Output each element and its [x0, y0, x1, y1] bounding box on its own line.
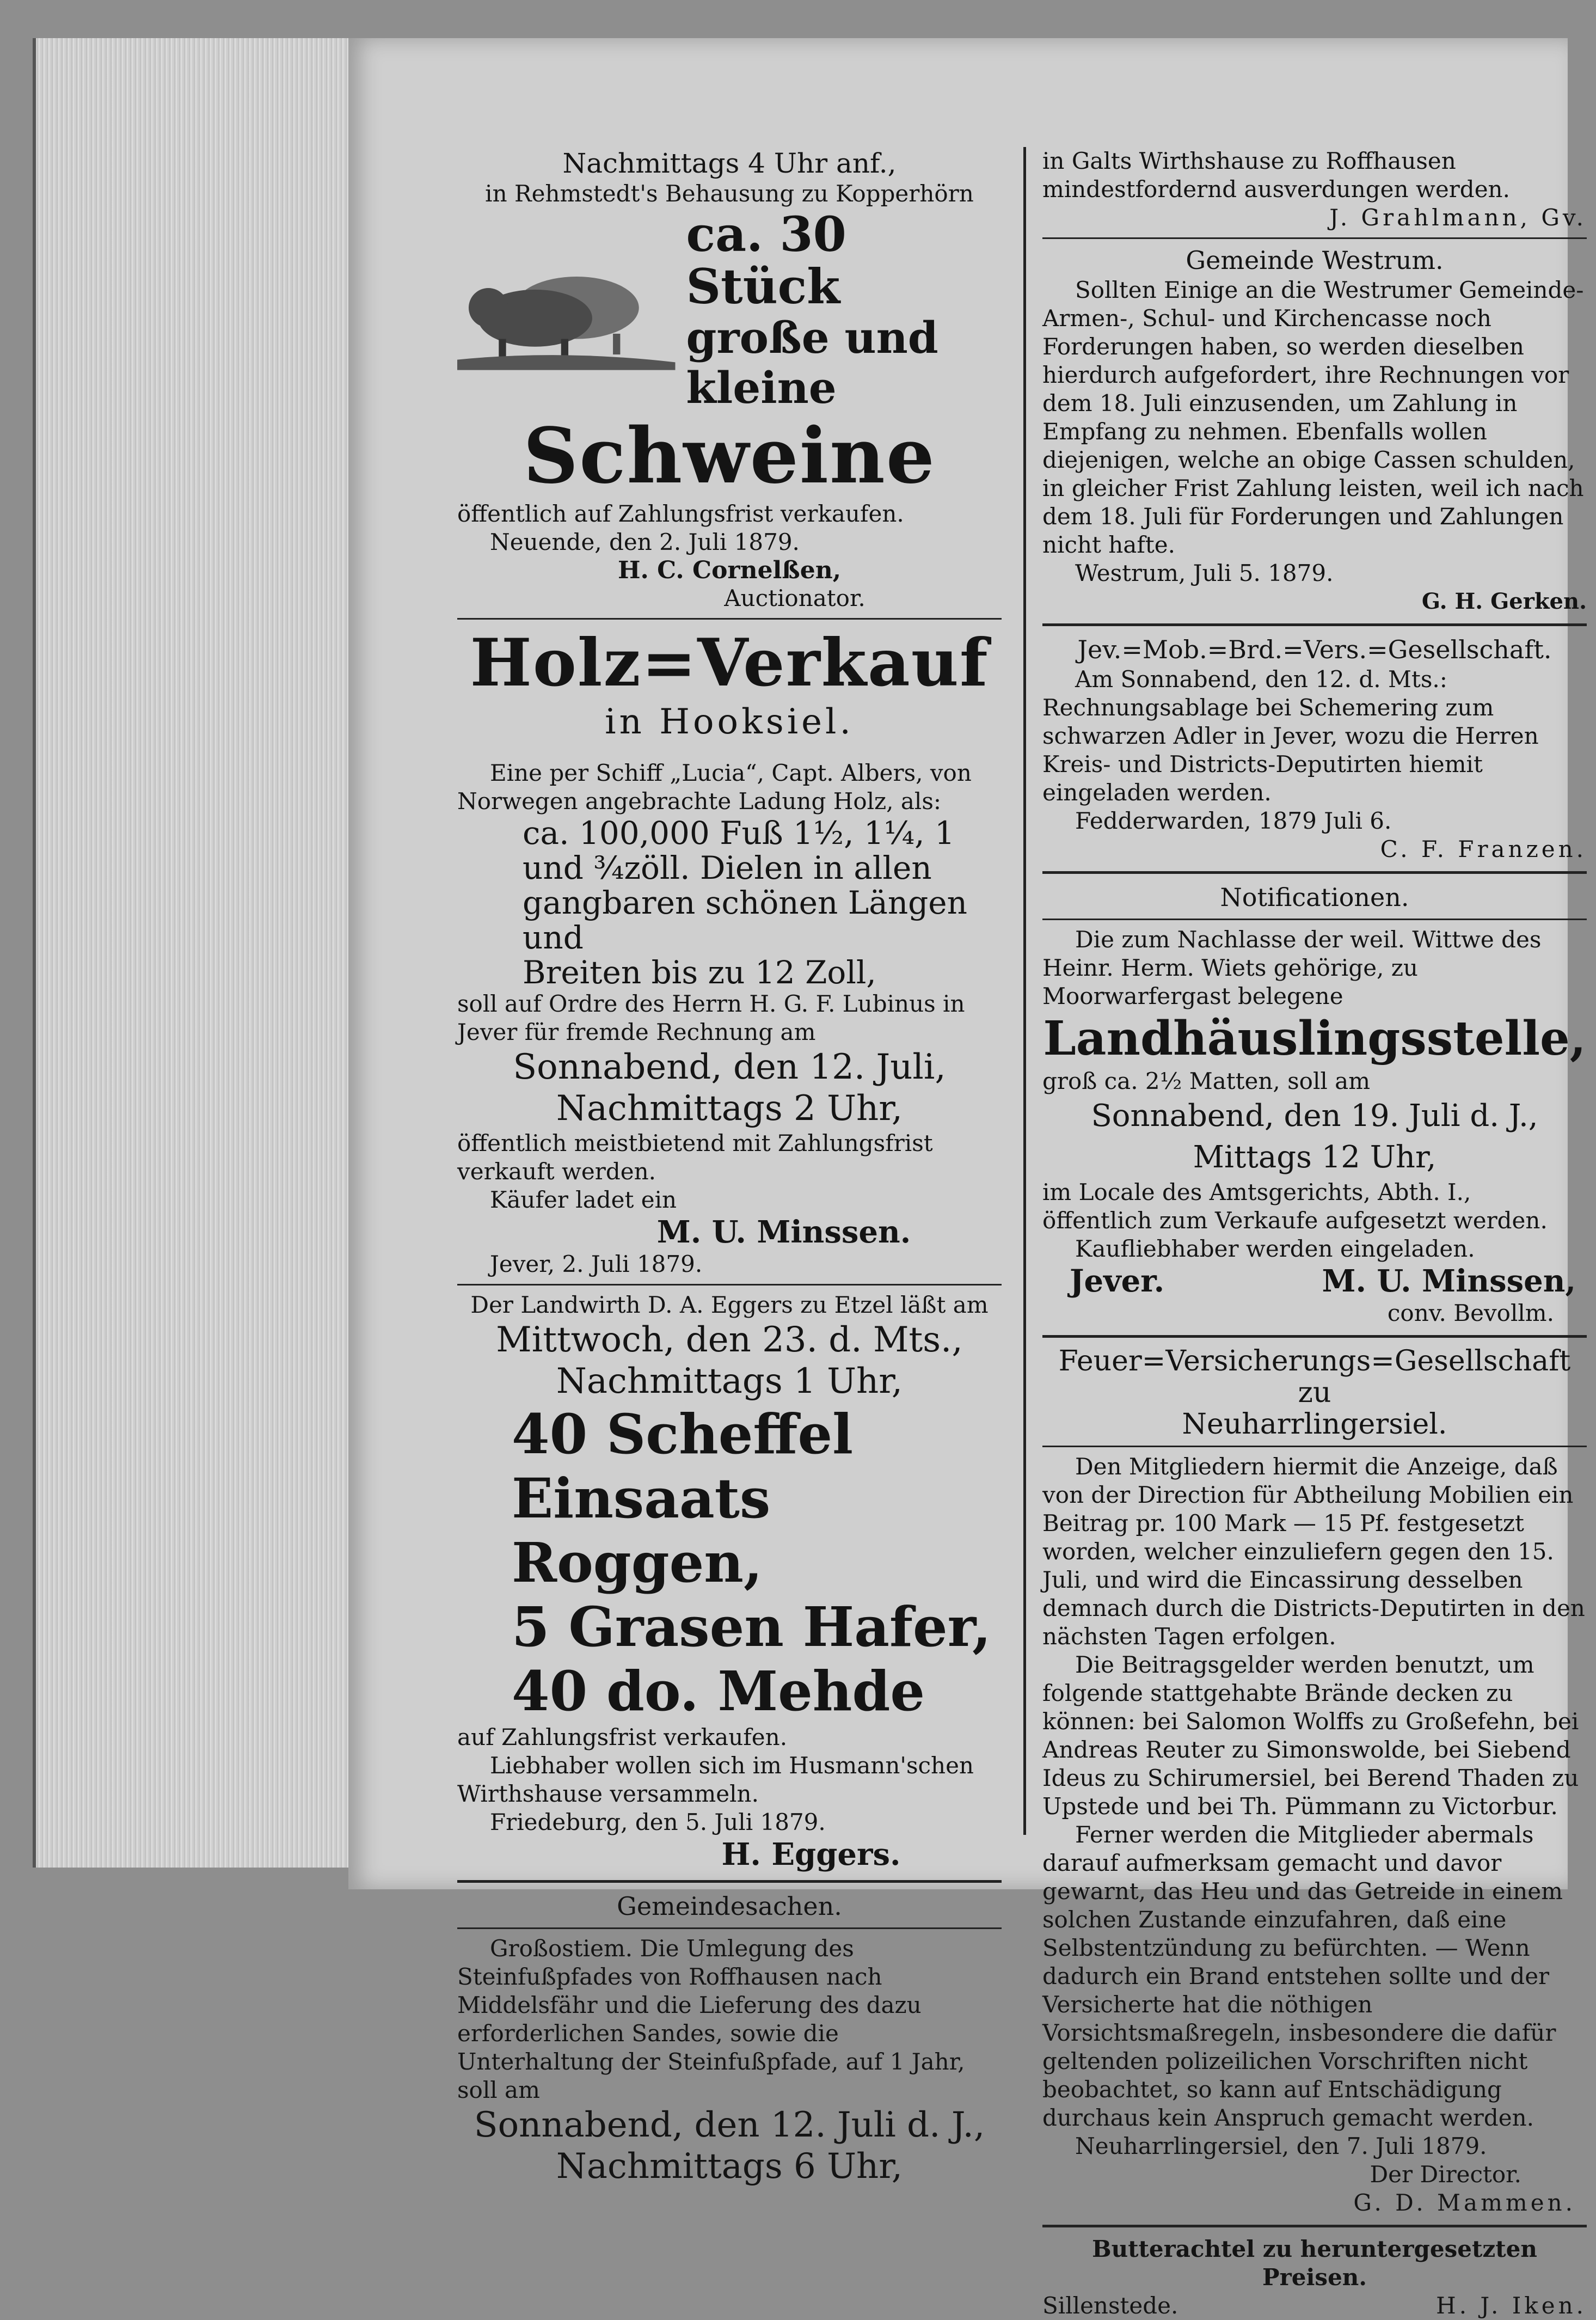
ad-pigs-place: Neuende, den 2. Juli 1879. [490, 529, 800, 555]
notice-butter-signature: H. J. Iken. [1436, 2292, 1587, 2319]
notice-notifications [1042, 882, 1587, 1327]
ad-pigs-time: Nachmittags 4 Uhr anf., [562, 148, 897, 179]
ad-pigs-location: in Rehmstedt's Behausung zu Kopperhörn [485, 180, 974, 207]
ad-grain-item-4: 40 do. Mehde [512, 1659, 925, 1723]
ad-pigs-headline: Schweine [523, 412, 936, 501]
ad-community-text: Großostiem. Die Umlegung des Steinfußpfades von Roffhausen nach Middelsfähr und die Lieferung des dazu erforderlichen Sandes, sowie die Unterhaltung der Steinfußpfade, auf 1 Jahr, soll am [457, 1935, 965, 2103]
notice-notifications-signature: M. U. Minssen, [1322, 1263, 1576, 1299]
pig-illustration-icon [457, 248, 676, 373]
divider [1042, 871, 1587, 874]
ad-wood-order: soll auf Ordre des Herrn H. G. F. Lubinus in Jever für fremde Rechnung am [457, 990, 965, 1045]
divider [1042, 1335, 1587, 1338]
notice-fire-insurance-place: Neuharrlingersiel, den 7. Juli 1879. [1075, 2133, 1487, 2159]
notice-insurance-jever-text: Am Sonnabend, den 12. d. Mts.: Rechnungsablage bei Schemering zum schwarzen Adler in Jever, wozu die Herren Kreis- und Districts-Deputirten hiemit eingeladen werden. [1042, 666, 1539, 806]
ad-wood-item-4: Breiten bis zu 12 Zoll, [523, 954, 876, 991]
notice-notifications-signature-row [1042, 1263, 1587, 1299]
ad-wood-intro: Eine per Schiff „Lucia“, Capt. Albers, von Norwegen angebrachte Ladung Holz, als: [457, 760, 972, 815]
notice-notifications-signature-role: conv. Bevollm. [1387, 1300, 1554, 1326]
ad-wood-sale: öffentlich meistbietend mit Zahlungsfrist verkauft werden. [457, 1130, 933, 1185]
right-column [1023, 147, 1587, 2319]
ad-grain-item-3: 5 Grasen Hafer, [512, 1595, 991, 1659]
notice-fire-insurance-signature-title: Der Director. [1370, 2161, 1521, 2188]
notice-roffhausen [1042, 147, 1587, 232]
ad-pigs-count: ca. 30 Stück [686, 206, 846, 315]
divider [1042, 1446, 1587, 1447]
ad-grain-signature: H. Eggers. [721, 1837, 901, 1872]
ad-grain [457, 1291, 1002, 1872]
notice-notifications-intro: Die zum Nachlasse der weil. Wittwe des Heinr. Herm. Wiets gehörige, zu Moorwarfergast belegene [1042, 926, 1542, 1009]
ad-pigs-size-1: große und [686, 312, 938, 363]
ad-wood-invite: Käufer ladet ein [490, 1186, 677, 1213]
notice-notifications-headline: Landhäuslingsstelle, [1043, 1011, 1586, 1066]
ad-grain-date: Mittwoch, den 23. d. Mts., [496, 1320, 963, 1360]
ad-wood-item-3: gangbaren schönen Längen und [523, 884, 967, 956]
book-page-edges [33, 38, 368, 1868]
ad-grain-item-2: Roggen, [512, 1531, 763, 1595]
notice-fire-insurance-text-1: Den Mitgliedern hiermit die Anzeige, daß von der Direction für Abtheilung Mobilien ein Beitrag pr. 100 Mark — 15 Pf. festgesetzt worden, welcher einzuliefern gegen den 15. Juli, und wird die Eincassirung desselben demnach durch die Districts-Deputirten in den nächsten Tagen erfolgen. [1042, 1453, 1585, 1650]
notice-notifications-size: groß ca. 2½ Matten, soll am [1042, 1068, 1371, 1094]
divider [457, 618, 1002, 620]
divider [457, 1284, 1002, 1286]
ad-wood-item-2: und ¾zöll. Dielen in allen [523, 849, 932, 886]
notice-fire-insurance-text-3: Ferner werden die Mitglieder abermals darauf aufmerksam gemacht und davor gewarnt, das Heu und das Getreide in einem solchen Zustande einzufahren, daß eine Selbstentzündung zu befürchten. — Wenn dadurch ein Brand entstehen sollte und der Versicherte hat die nöthigen Vorsichtsmaßregeln, insbesondere die dafür geltenden polizeilichen Vorschriften nicht beobachtet, so kann auf Entschädigung durchaus kein Anspruch gemacht werden. [1042, 1821, 1563, 2131]
newspaper-page [348, 38, 1587, 2319]
notice-notifications-heading: Notificationen. [1220, 883, 1409, 912]
notice-butter [1042, 2235, 1587, 2320]
ad-grain-invite: Liebhaber wollen sich im Husmann'schen Wirthshause versammeln. [457, 1752, 974, 1807]
notice-butter-signature-row [1042, 2292, 1587, 2320]
divider [1042, 919, 1587, 920]
ad-wood-item-1: ca. 100,000 Fuß 1½, 1¼, 1 [523, 815, 955, 852]
ad-pigs-text: öffentlich auf Zahlungsfrist verkaufen. [457, 500, 904, 527]
notice-westrum-signature: G. H. Gerken. [1421, 589, 1587, 614]
ad-wood-time: Nachmittags 2 Uhr, [556, 1088, 903, 1129]
notice-fire-insurance [1042, 1345, 1587, 2217]
ad-pigs-size-2: kleine [686, 362, 837, 413]
notice-notifications-location: im Locale des Amtsgerichts, Abth. I., öffentlich zum Verkaufe aufgesetzt werden. [1042, 1179, 1548, 1234]
notice-insurance-jever-signature: C. F. Franzen. [1380, 836, 1587, 862]
notice-westrum [1042, 244, 1587, 616]
divider [457, 1927, 1002, 1929]
ad-wood-subtitle: in Hooksiel. [605, 702, 854, 742]
notice-notifications-place: Jever. [1070, 1263, 1165, 1299]
notice-fire-insurance-signature: G. D. Mammen. [1353, 2189, 1576, 2216]
notice-roffhausen-text: in Galts Wirthshause zu Roffhausen mindestfordernd ausverdungen werden. [1042, 148, 1510, 203]
notice-roffhausen-signature: J. Grahlmann, Gv. [1329, 204, 1587, 231]
notice-butter-text: Butterachtel zu heruntergesetzten Preisen. [1092, 2236, 1537, 2291]
ad-community [457, 1890, 1002, 2187]
notice-notifications-invite: Kaufliebhaber werden eingeladen. [1075, 1235, 1475, 1262]
notice-insurance-jever [1042, 634, 1587, 864]
notice-westrum-place: Westrum, Juli 5. 1879. [1075, 560, 1334, 586]
notice-notifications-time: Mittags 12 Uhr, [1193, 1140, 1437, 1175]
notice-fire-insurance-heading-2: Neuharrlingersiel. [1182, 1408, 1447, 1441]
notice-fire-insurance-text-2: Die Beitragsgelder werden benutzt, um folgende stattgehabte Brände decken zu können: bei Salomon Wolffs zu Großefehn, bei Andreas Reuter zu Simonswolde, bei Siebend Ideus zu Schirumersiel, bei Berend Thaden zu Upstede und bei Th. Pümmann zu Victorbur. [1042, 1651, 1579, 1820]
ad-community-time: Nachmittags 6 Uhr, [556, 2146, 903, 2187]
notice-insurance-jever-heading: Jev.=Mob.=Brd.=Vers.=Gesellschaft. [1077, 635, 1552, 664]
notice-westrum-heading: Gemeinde Westrum. [1186, 246, 1444, 275]
ad-wood-date: Sonnabend, den 12. Juli, [513, 1047, 946, 1087]
ad-community-heading: Gemeindesachen. [617, 1891, 842, 1921]
notice-butter-place: Sillenstede. [1042, 2292, 1178, 2319]
divider [457, 1880, 1002, 1883]
divider [1042, 237, 1587, 239]
ad-pigs-signature: H. C. Cornelßen, [617, 556, 842, 584]
ad-grain-item-1: 40 Scheffel Einsaats [512, 1402, 854, 1531]
ad-pigs-header [457, 208, 1002, 413]
notice-fire-insurance-heading-1: Feuer=Versicherungs=Gesellschaft zu [1058, 1345, 1571, 1409]
ad-grain-time: Nachmittags 1 Uhr, [556, 1361, 903, 1401]
ad-grain-sale: auf Zahlungsfrist verkaufen. [457, 1724, 788, 1750]
ad-pigs-signature-role: Auctionator. [724, 585, 865, 611]
notice-westrum-text: Sollten Einige an die Westrumer Gemeinde-Armen-, Schul- und Kirchencasse noch Forderungen haben, so werden dieselben hierdurch aufgefordert, ihre Rechnungen vor dem 18. Juli einzusenden, um Zahlung in Empfang zu nehmen. Ebenfalls wollen diejenigen, welche an obige Cassen schulden, in gleicher Frist Zahlung leisten, weil ich nach dem 18. Juli für Forderungen und Zahlungen nicht hafte. [1042, 277, 1584, 558]
ad-grain-intro: Der Landwirth D. A. Eggers zu Etzel läßt am [470, 1291, 989, 1318]
ad-grain-place: Friedeburg, den 5. Juli 1879. [490, 1809, 826, 1835]
notice-notifications-date: Sonnabend, den 19. Juli d. J., [1091, 1098, 1538, 1134]
ad-wood-place: Jever, 2. Juli 1879. [490, 1251, 703, 1277]
ad-community-date: Sonnabend, den 12. Juli d. J., [474, 2105, 985, 2145]
ad-wood-headline: Holz=Verkauf [470, 625, 989, 701]
left-column [457, 147, 1002, 2192]
ad-wood-signature: M. U. Minssen. [656, 1214, 911, 1250]
divider [1042, 2225, 1587, 2227]
ad-pigs [457, 147, 1002, 613]
ad-wood [457, 625, 1002, 1278]
divider [1042, 623, 1587, 626]
notice-insurance-jever-place: Fedderwarden, 1879 Juli 6. [1075, 807, 1392, 834]
